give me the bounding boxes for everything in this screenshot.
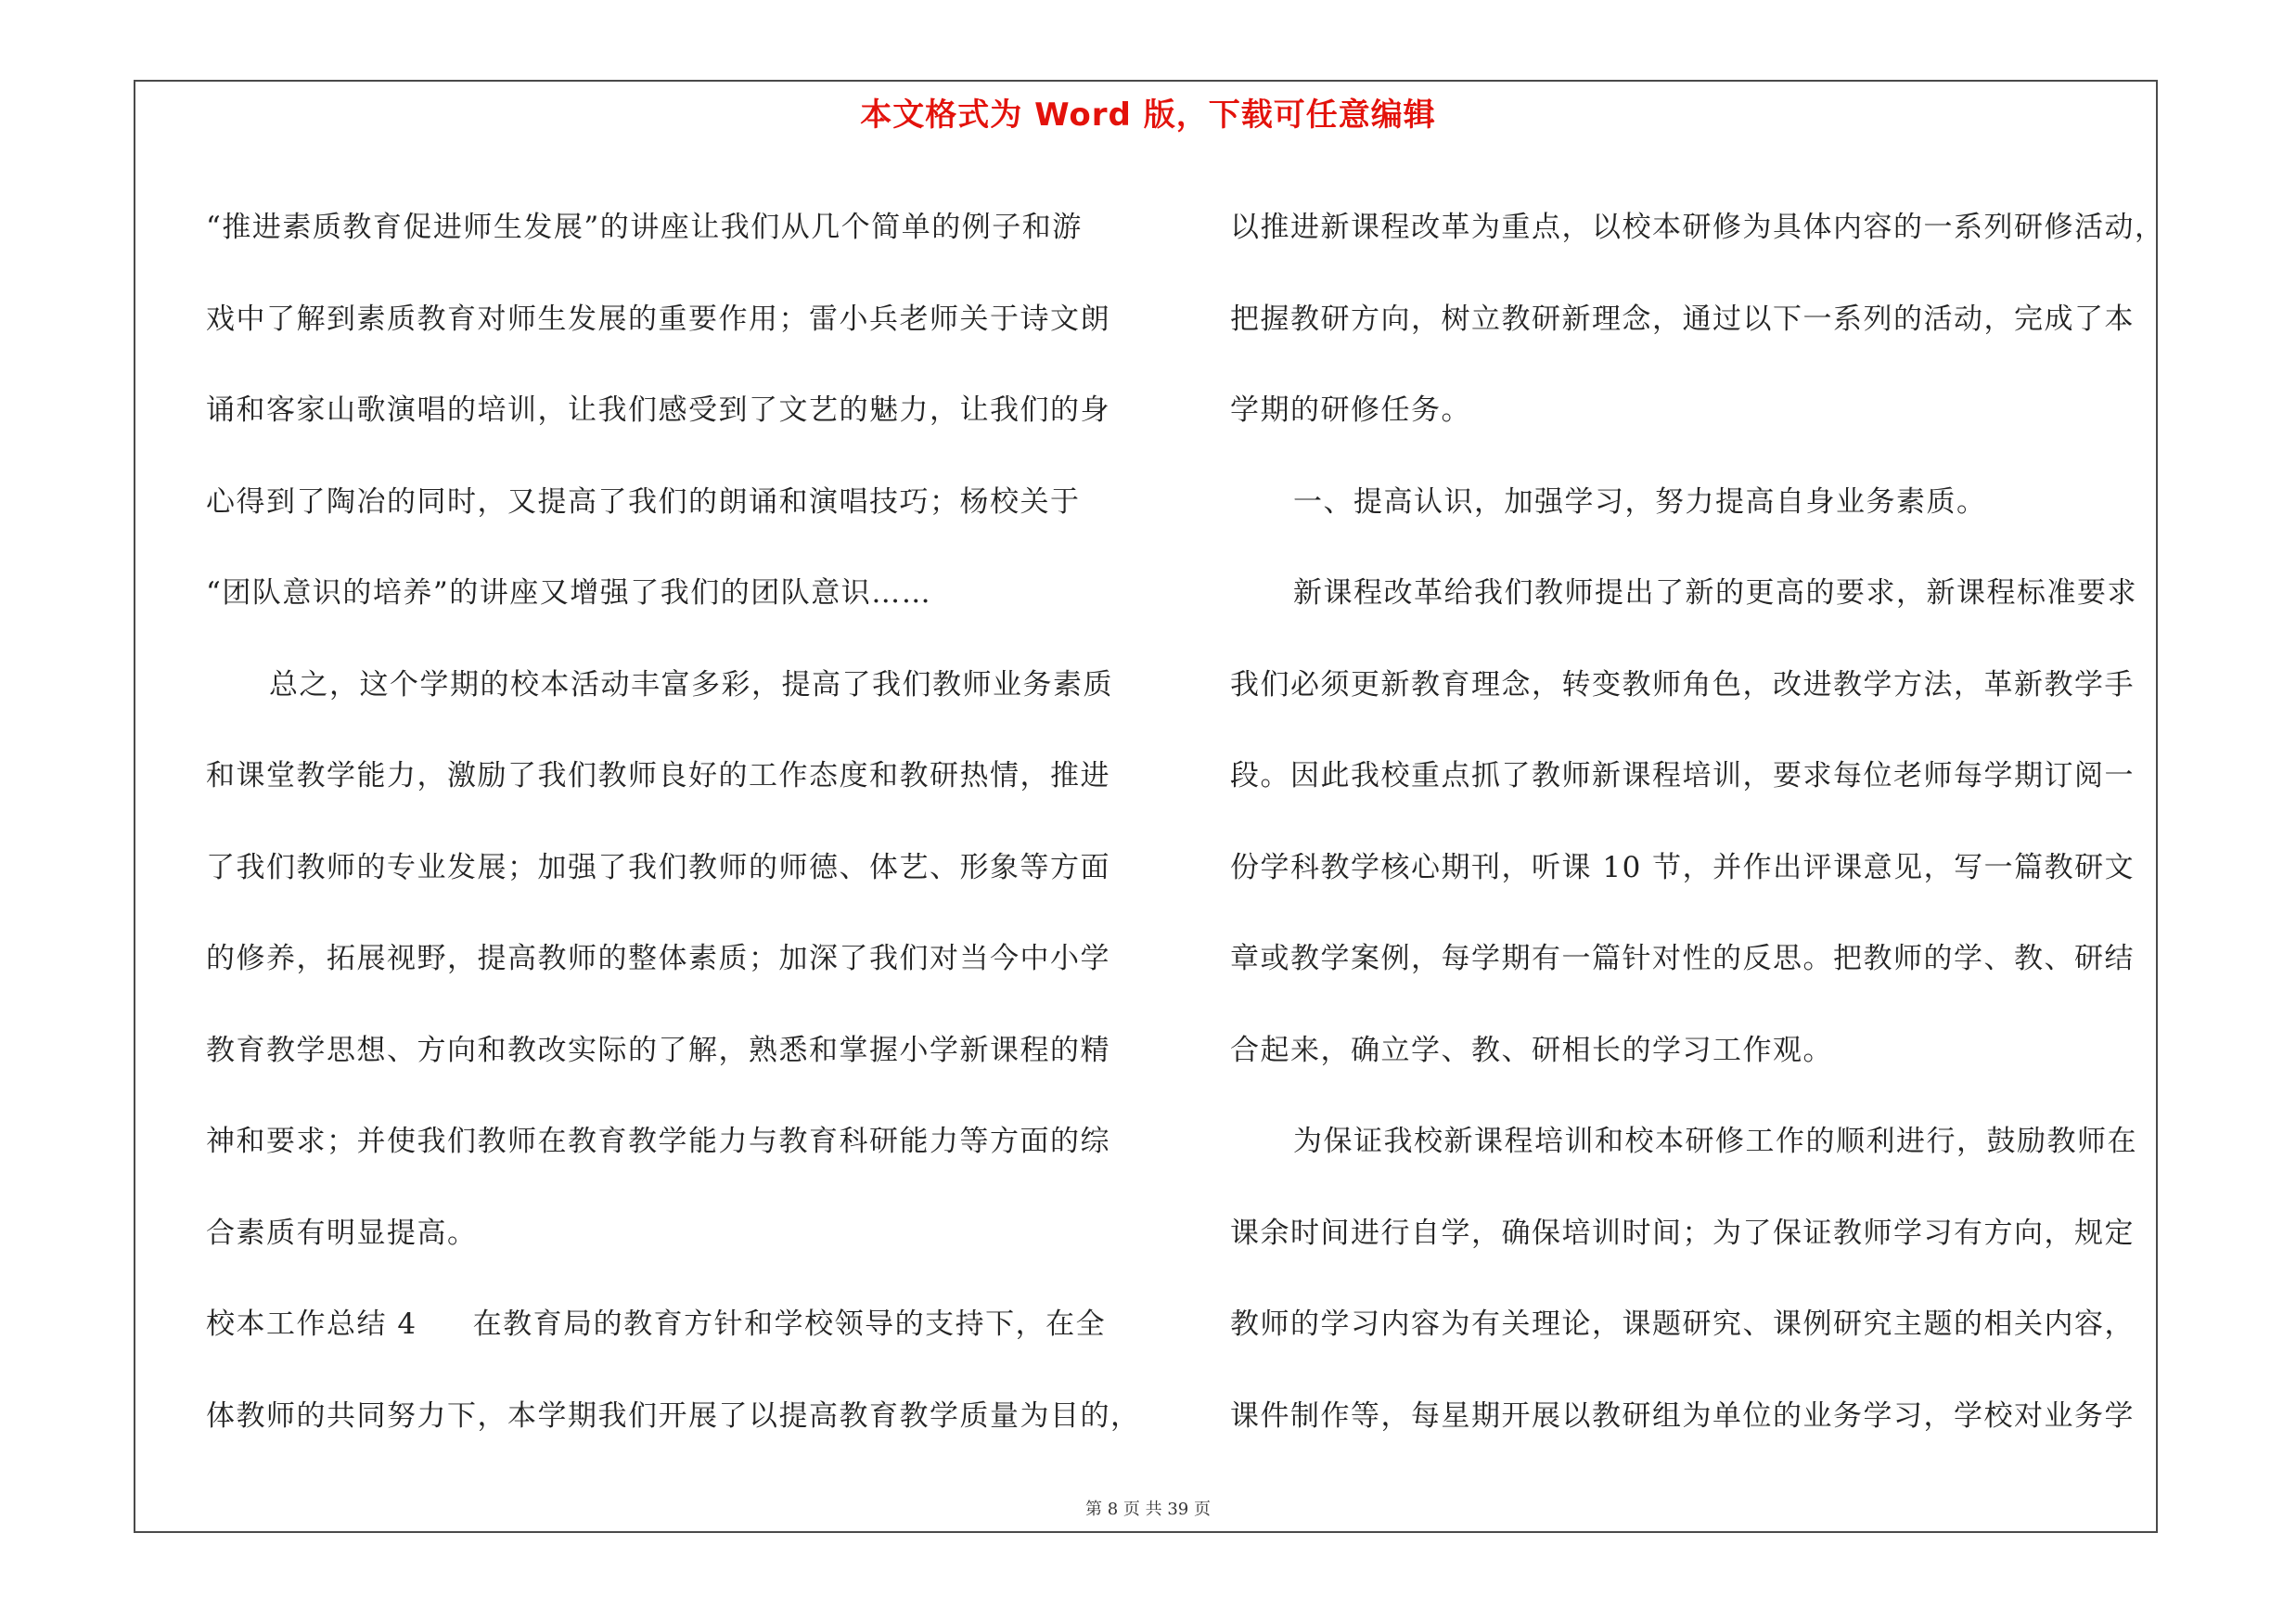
text-line: 诵和客家山歌演唱的培训，让我们感受到了文艺的魅力，让我们的身 — [206, 393, 1110, 427]
section-heading-line — [206, 1279, 1134, 1371]
left-column — [206, 182, 1141, 1462]
text-line: 为保证我校新课程培训和校本研修工作的顺利进行，鼓励教师在 — [1293, 1125, 2137, 1158]
text-line: 合起来，确立学、教、研相长的学习工作观。 — [1230, 1033, 1833, 1067]
text-line: 章或教学案例，每学期有一篇针对性的反思。把教师的学、教、研结 — [1230, 942, 2135, 975]
subheading-line: 一、提高认识，加强学习，努力提高自身业务素质。 — [1293, 484, 1987, 519]
text-line: 段。因此我校重点抓了教师新课程培训，要求每位老师每学期订阅一 — [1230, 759, 2135, 792]
text-line: “团队意识的培养”的讲座又增强了我们的团队意识…… — [206, 576, 932, 610]
text-line: 了我们教师的专业发展；加强了我们教师的师德、体艺、形象等方面 — [206, 850, 1110, 884]
text-line: 我们必须更新教育理念，转变教师角色，改进教学方法，革新教学手 — [1230, 667, 2135, 702]
text-line: 合素质有明显提高。 — [206, 1216, 478, 1250]
text-line: 戏中了解到素质教育对师生发展的重要作用；雷小兵老师关于诗文朗 — [206, 302, 1110, 336]
text-line: 以推进新课程改革为重点，以校本研修为具体内容的一系列研修活动， — [1230, 211, 2165, 244]
text-line: 教师的学习内容为有关理论，课题研究、课例研究主题的相关内容， — [1230, 1307, 2135, 1341]
text-line: 课件制作等，每星期开展以教研组为单位的业务学习，学校对业务学 — [1230, 1398, 2135, 1433]
section-intro-text: 在教育局的教育方针和学校领导的支持下，在全 — [472, 1307, 1107, 1341]
text-line: 把握教研方向，树立教研新理念，通过以下一系列的活动，完成了本 — [1230, 302, 2135, 336]
word-format-banner: 本文格式为 Word 版，下载可任意编辑 — [860, 97, 1436, 134]
text-line: “推进素质教育促进师生发展”的讲座让我们从几个简单的例子和游 — [206, 211, 1083, 244]
right-column — [1230, 182, 2167, 1462]
text-line: 课余时间进行自学，确保培训时间；为了保证教师学习有方向，规定 — [1230, 1216, 2135, 1250]
text-line: 神和要求；并使我们教师在教育教学能力与教育科研能力等方面的综 — [206, 1125, 1110, 1158]
text-line: 总之，这个学期的校本活动丰富多彩，提高了我们教师业务素质 — [269, 667, 1113, 702]
text-line: 的修养，拓展视野，提高教师的整体素质；加深了我们对当今中小学 — [206, 942, 1110, 975]
section-heading: 校本工作总结 4 — [206, 1307, 417, 1341]
text-line: 体教师的共同努力下，本学期我们开展了以提高教育教学质量为目的， — [206, 1398, 1141, 1433]
text-line: 新课程改革给我们教师提出了新的更高的要求，新课程标准要求 — [1293, 576, 2137, 610]
text-line: 和课堂教学能力，激励了我们教师良好的工作态度和教研热情，推进 — [206, 759, 1110, 792]
text-line: 心得到了陶冶的同时，又提高了我们的朗诵和演唱技巧；杨校关于 — [206, 484, 1081, 519]
text-line: 份学科教学核心期刊，听课 10 节，并作出评课意见，写一篇教研文 — [1230, 850, 2136, 884]
text-line: 教育教学思想、方向和教改实际的了解，熟悉和掌握小学新课程的精 — [206, 1033, 1110, 1067]
page-number-footer: 第 8 页 共 39 页 — [1085, 1500, 1211, 1519]
text-line: 学期的研修任务。 — [1230, 393, 1471, 427]
